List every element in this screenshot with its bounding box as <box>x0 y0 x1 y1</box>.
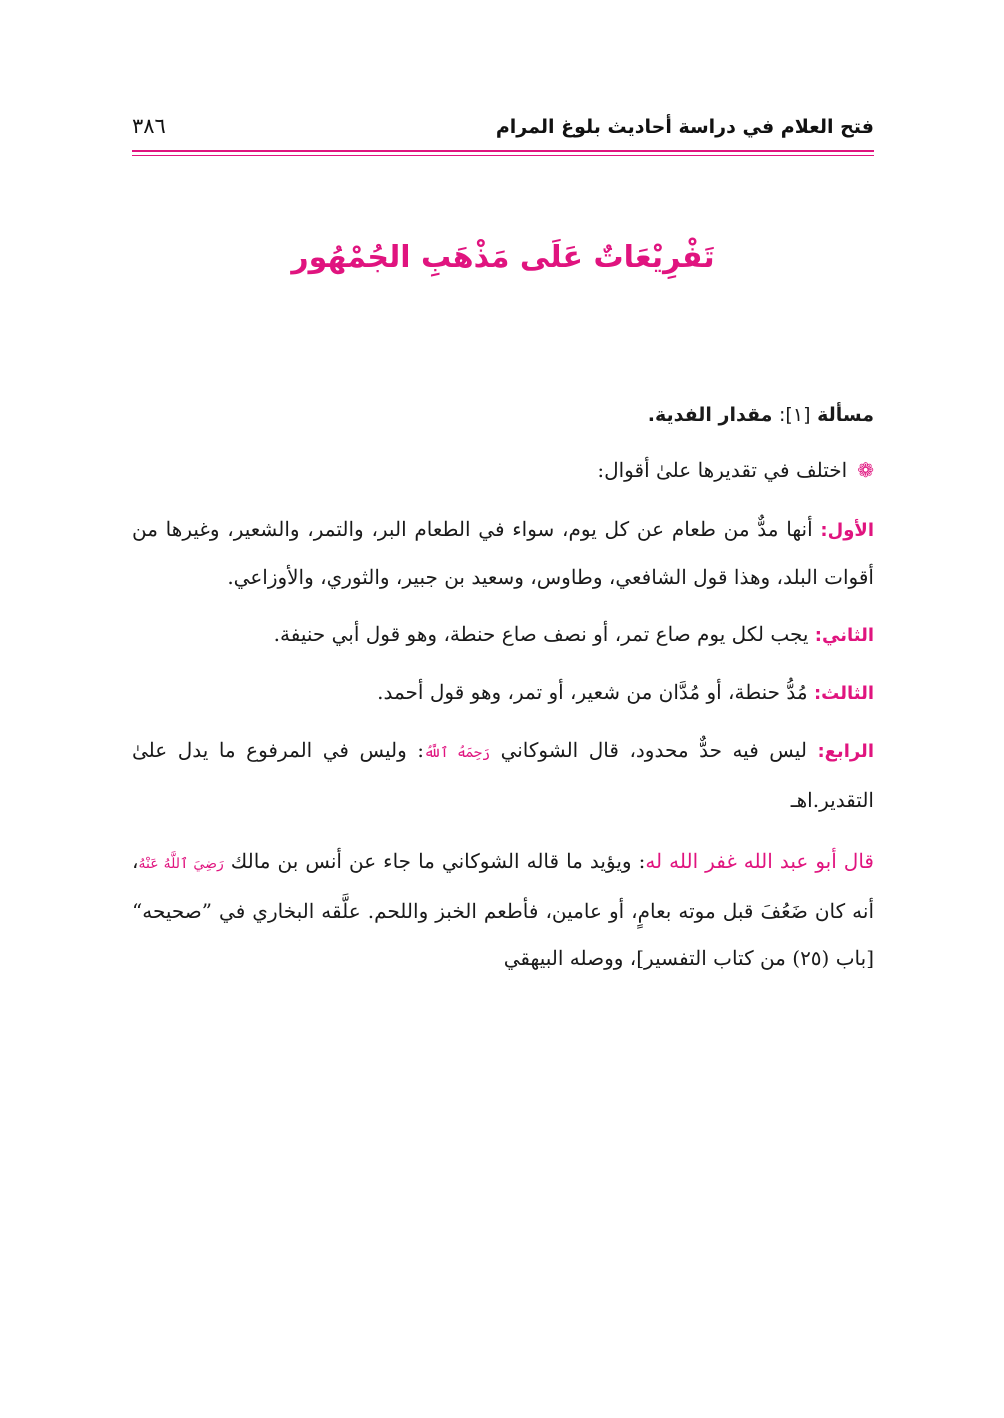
commentary-text: : ويؤيد ما قاله الشوكاني ما جاء عن أنس بن مالك <box>230 849 646 873</box>
opinion-text-cont: : وليس في المرفوع ما يدل علىٰ التقدير.اهـ <box>132 738 874 812</box>
section-heading: تَفْرِيْعَاتٌ عَلَى مَذْهَبِ الجُمْهُور <box>291 240 715 275</box>
book-title: فتح العلام في دراسة أحاديث بلوغ المرام <box>495 116 874 138</box>
author-commentary <box>132 838 874 982</box>
opinion-text: أنها مدٌّ من طعام عن كل يوم، سواء في الطعام البر، والتمر، والشعير، وغيرها من أقوات البلد، وهذا قول الشافعي، وطاوس، وسعيد بن جبير، والثوري، والأوزاعي. <box>132 517 874 589</box>
opinion-label: الأول: <box>820 520 874 541</box>
page-number: ٣٨٦ <box>132 114 166 138</box>
opinion-label: الثالث: <box>813 683 874 704</box>
opinion-text: يجب لكل يوم صاع تمر، أو نصف صاع حنطة، وهو قول أبي حنيفة. <box>273 622 809 646</box>
opinion-text: مُدُّ حنطة، أو مُدَّان من شعير، أو تمر، وهو قول أحمد. <box>377 680 808 704</box>
header-rule-thick <box>132 150 874 152</box>
flower-ornament-icon: ❁ <box>857 458 874 482</box>
author-phrase: قال أبو عبد الله غفر الله له <box>645 849 874 873</box>
question-subject: مقدار الفدية. <box>647 404 773 426</box>
intro-line <box>132 447 874 494</box>
question-title <box>132 392 874 439</box>
opinion-label: الثاني: <box>814 625 874 646</box>
page-body <box>132 392 874 982</box>
honorific-glyph: رَضِيَ ٱللَّهُ عَنْهُ <box>138 856 224 872</box>
page-header <box>132 112 874 148</box>
opinion-first <box>132 506 874 601</box>
question-ref: [١]: <box>779 404 811 426</box>
opinion-second <box>132 611 874 659</box>
opinion-text: ليس فيه حدٌّ محدود، قال الشوكاني <box>500 738 807 762</box>
header-rule-thin <box>132 155 874 156</box>
honorific-glyph: رَحِمَهُ ٱللَّهُ <box>424 745 491 761</box>
opinion-label: الرابع: <box>817 741 874 762</box>
opinion-fourth <box>132 727 874 824</box>
question-prefix: مسألة <box>817 404 874 426</box>
opinion-third <box>132 669 874 717</box>
intro-text: اختلف في تقديرها علىٰ أقوال: <box>597 458 848 482</box>
commentary-text-cont: ، أنه كان ضَعُفَ قبل موته بعامٍ، أو عامين، فأطعم الخبز واللحم. علَّقه البخاري في ”صحيحه“ [باب (٢٥) من كتاب التفسير]، ووصله البيهقي <box>132 849 874 970</box>
